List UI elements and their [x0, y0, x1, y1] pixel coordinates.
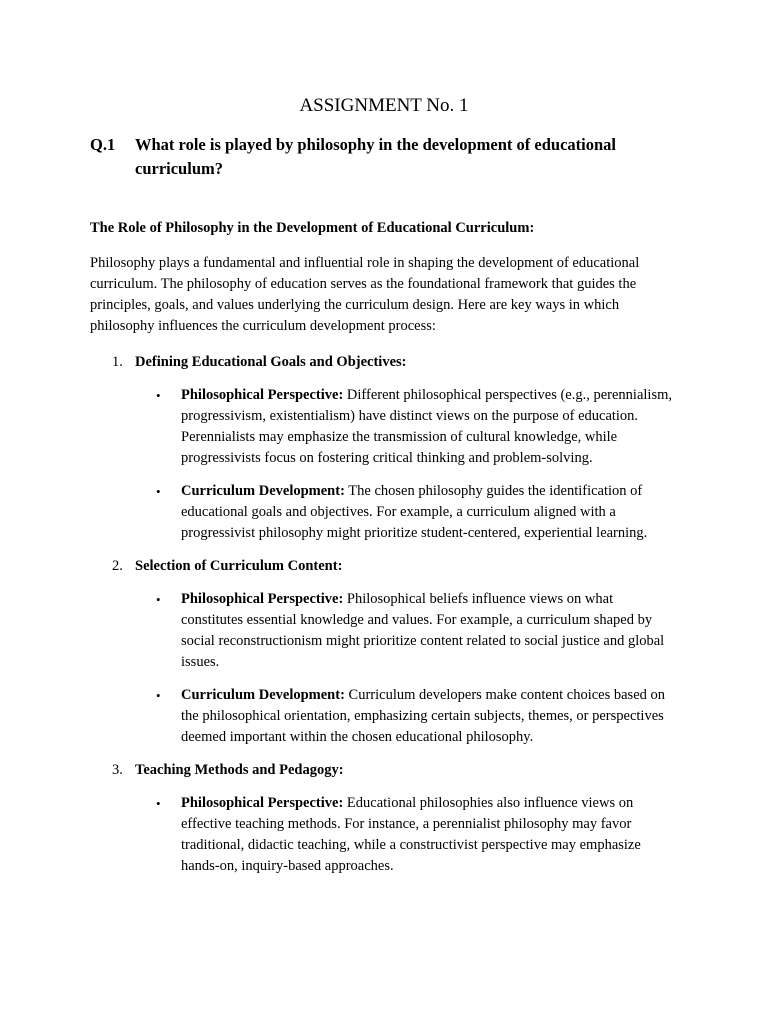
bullet-text: Different philosophical perspectives (e.g., perennialism, progressivism, existentialism) have distinct views on the purpose of education. Perennialists may emphasize the transmission of cultural knowledge, while progressivists focus on fostering critical thinking and problem-solving. [181, 386, 672, 466]
intro-paragraph: Philosophy plays a fundamental and influential role in shaping the development of educational curriculum. The philosophy of education serves as the foundational framework that guides the principles, goals, and values underlying the curriculum design. Here are key ways in which philosophy influences the curriculum development process: [90, 255, 640, 334]
point-item [90, 556, 678, 748]
bullet-icon: • [156, 483, 161, 499]
point-number: 1. [112, 353, 123, 370]
bullet-text: Educational philosophies also influence views on effective teaching methods. For instance, a perennialist philosophy may favor traditional, didactic teaching, while a constructivist perspective may emphasize hands-on, inquiry-based approaches. [181, 794, 641, 874]
point-number: 3. [112, 761, 123, 778]
point-title: Selection of Curriculum Content: [135, 557, 343, 574]
bullet-list [90, 589, 678, 748]
point-heading [90, 556, 678, 577]
bullet-label: Curriculum Development: [181, 482, 345, 499]
point-number: 2. [112, 557, 123, 574]
question-text: What role is played by philosophy in the development of educational curriculum? [135, 135, 617, 178]
bullet-text: The chosen philosophy guides the identification of educational goals and objectives. For example, a curriculum aligned with a progressivist philosophy might prioritize student-centered, experiential learning. [181, 482, 648, 541]
bullet-icon: • [156, 387, 161, 403]
bullet-label: Philosophical Perspective: [181, 794, 344, 811]
bullet-text: Curriculum developers make content choices based on the philosophical orientation, emphasizing certain subjects, themes, or perspectives deemed important within the chosen educational philosophy. [181, 686, 666, 745]
question [90, 133, 678, 181]
bullet-icon: • [156, 591, 161, 607]
bullet-label: Curriculum Development: [181, 686, 345, 703]
bullet-item [90, 685, 678, 748]
point-title: Teaching Methods and Pedagogy: [135, 761, 344, 778]
bullet-text: Philosophical beliefs influence views on what constitutes essential knowledge and values. For example, a curriculum shaped by social reconstructionism might prioritize content related to social justice and global issues. [181, 590, 665, 670]
bullet-list [90, 385, 678, 544]
point-item [90, 352, 678, 544]
bullet-item [90, 385, 678, 469]
document-title: ASSIGNMENT No. 1 [299, 95, 469, 116]
bullet-body [181, 385, 678, 469]
bullet-item [90, 793, 678, 877]
point-item [90, 760, 678, 877]
bullet-body [181, 481, 678, 544]
bullet-body [181, 793, 678, 877]
bullet-label: Philosophical Perspective: [181, 386, 344, 403]
bullet-item [90, 481, 678, 544]
point-title: Defining Educational Goals and Objectives: [135, 353, 407, 370]
bullet-body [181, 589, 678, 673]
bullet-item [90, 589, 678, 673]
points-list [90, 352, 678, 877]
bullet-list [90, 793, 678, 877]
section-heading: The Role of Philosophy in the Development of Educational Curriculum: [90, 220, 535, 236]
point-heading [90, 352, 678, 373]
bullet-icon: • [156, 795, 161, 811]
bullet-body [181, 685, 678, 748]
question-number: Q.1 [90, 135, 116, 154]
point-heading [90, 760, 678, 781]
bullet-label: Philosophical Perspective: [181, 590, 344, 607]
bullet-icon: • [156, 687, 161, 703]
